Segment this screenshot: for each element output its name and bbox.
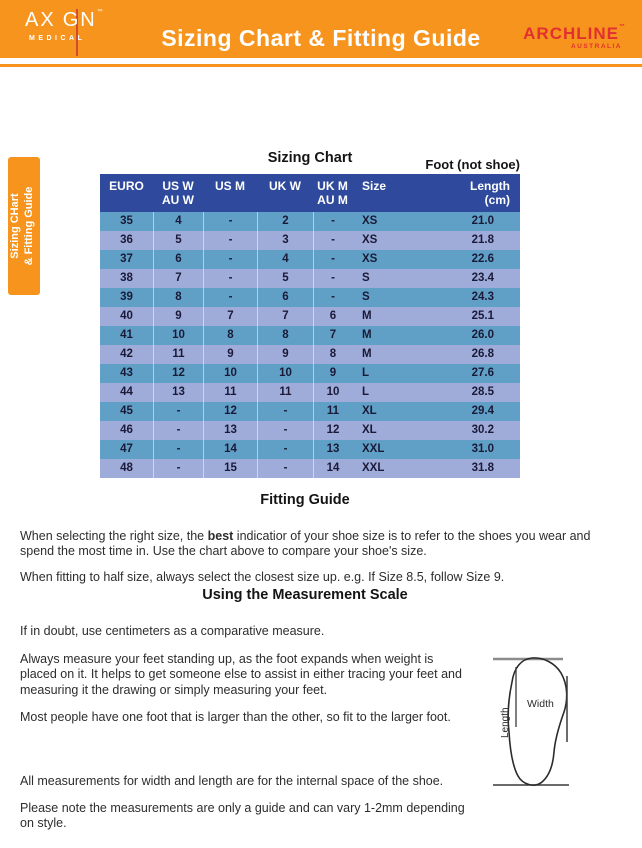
table-cell: 47 bbox=[120, 443, 133, 455]
table-cell: 5 bbox=[257, 269, 313, 288]
table-cell: 11 bbox=[203, 383, 257, 402]
table-cell: 13 bbox=[203, 421, 257, 440]
axign-logo-sub: MEDICAL bbox=[29, 35, 86, 42]
table-cell: - bbox=[313, 231, 352, 250]
table-cell: 13 bbox=[153, 383, 203, 402]
column-header: UK W bbox=[269, 179, 301, 193]
table-cell: 28.5 bbox=[471, 386, 494, 398]
table-cell: 12 bbox=[313, 421, 352, 440]
archline-logo-name: ARCHLINE™ bbox=[523, 24, 626, 43]
table-cell: 8 bbox=[153, 288, 203, 307]
archline-logo bbox=[523, 24, 626, 50]
side-tab bbox=[8, 157, 40, 295]
table-cell: 7 bbox=[313, 326, 352, 345]
table-cell: 27.6 bbox=[471, 367, 494, 379]
table-cell: 6 bbox=[313, 307, 352, 326]
table-cell: XL bbox=[362, 424, 377, 436]
table-cell: 26.8 bbox=[471, 348, 494, 360]
table-cell: - bbox=[257, 459, 313, 478]
table-cell: S bbox=[362, 272, 370, 284]
axign-logo-name: AX GN™ bbox=[25, 9, 105, 31]
page-title: Sizing Chart & Fitting Guide bbox=[161, 25, 481, 51]
table-cell: - bbox=[203, 212, 257, 231]
table-body bbox=[100, 212, 520, 478]
table-cell: XS bbox=[362, 234, 378, 246]
table-cell: 46 bbox=[120, 424, 133, 436]
table-cell: - bbox=[313, 288, 352, 307]
measurement-paragraph-1: If in doubt, use centimeters as a comparative measure. bbox=[20, 623, 325, 638]
table-cell: 9 bbox=[257, 345, 313, 364]
foot-measurement-diagram bbox=[487, 648, 582, 793]
table-cell: - bbox=[203, 269, 257, 288]
measurement-paragraph-2: Always measure your feet standing up, as the foot expands when weight is placed on it. It helps to get someone else to assist in either tracing your feet and measuring it the drawing or simply measuring your feet. bbox=[20, 651, 462, 697]
archline-tm-mark: ™ bbox=[619, 24, 626, 30]
table-cell: L bbox=[362, 367, 370, 379]
table-row bbox=[100, 212, 520, 231]
table-cell: - bbox=[203, 231, 257, 250]
measurement-scale-heading: Using the Measurement Scale bbox=[202, 587, 408, 603]
banner-divider-rule bbox=[0, 64, 642, 67]
table-cell: 14 bbox=[203, 440, 257, 459]
table-cell: - bbox=[313, 250, 352, 269]
table-cell: 21.0 bbox=[471, 215, 494, 227]
table-cell: 9 bbox=[153, 307, 203, 326]
table-cell: M bbox=[362, 329, 372, 341]
axign-tm-mark: ™ bbox=[96, 9, 105, 15]
foot-outline bbox=[508, 658, 567, 785]
table-cell: - bbox=[153, 421, 203, 440]
table-cell: 13 bbox=[313, 440, 352, 459]
column-header: Length (cm) bbox=[470, 179, 510, 207]
table-cell: 38 bbox=[120, 272, 133, 284]
column-header: US W AU W bbox=[162, 179, 194, 207]
table-cell: 2 bbox=[257, 212, 313, 231]
table-cell: 8 bbox=[257, 326, 313, 345]
table-cell: - bbox=[313, 212, 352, 231]
table-cell: 10 bbox=[203, 364, 257, 383]
width-label: Width bbox=[527, 698, 554, 710]
table-header-row bbox=[100, 174, 520, 212]
table-cell: 8 bbox=[203, 326, 257, 345]
table-cell: 26.0 bbox=[471, 329, 494, 341]
table-cell: 9 bbox=[313, 364, 352, 383]
table-cell: 7 bbox=[153, 269, 203, 288]
table-row bbox=[100, 345, 520, 364]
table-cell: 48 bbox=[120, 462, 133, 474]
archline-logo-sub: AUSTRALIA bbox=[570, 43, 622, 50]
table-cell: XS bbox=[362, 253, 378, 265]
table-cell: 31.0 bbox=[471, 443, 494, 455]
measurement-paragraph-4: All measurements for width and length are for the internal space of the shoe. bbox=[20, 773, 444, 788]
table-cell: L bbox=[362, 386, 370, 398]
table-cell: 24.3 bbox=[471, 291, 494, 303]
table-cell: 10 bbox=[257, 364, 313, 383]
table-cell: 25.1 bbox=[471, 310, 494, 322]
table-cell: XS bbox=[362, 215, 378, 227]
table-cell: 9 bbox=[203, 345, 257, 364]
table-cell: 8 bbox=[313, 345, 352, 364]
fitting-guide-heading: Fitting Guide bbox=[260, 492, 350, 508]
table-row bbox=[100, 269, 520, 288]
table-row bbox=[100, 250, 520, 269]
table-cell: 11 bbox=[313, 402, 352, 421]
table-cell: - bbox=[153, 402, 203, 421]
table-cell: 6 bbox=[153, 250, 203, 269]
table-cell: S bbox=[362, 291, 370, 303]
side-tab-line1: Sizing CHart bbox=[9, 193, 21, 259]
top-banner bbox=[0, 0, 642, 58]
table-cell: 6 bbox=[257, 288, 313, 307]
side-tab-label bbox=[8, 157, 40, 295]
table-row bbox=[100, 288, 520, 307]
table-cell: 15 bbox=[203, 459, 257, 478]
table-cell: - bbox=[257, 421, 313, 440]
table-row bbox=[100, 326, 520, 345]
column-header: US M bbox=[215, 179, 245, 193]
table-row bbox=[100, 307, 520, 326]
table-cell: 21.8 bbox=[471, 234, 494, 246]
table-cell: 36 bbox=[120, 234, 133, 246]
table-cell: 31.8 bbox=[471, 462, 494, 474]
measurement-paragraph-5: Please note the measurements are only a guide and can vary 1-2mm depending on style. bbox=[20, 800, 465, 830]
table-cell: 5 bbox=[153, 231, 203, 250]
table-cell: - bbox=[203, 288, 257, 307]
table-cell: 29.4 bbox=[471, 405, 494, 417]
table-cell: 12 bbox=[153, 364, 203, 383]
table-row bbox=[100, 231, 520, 250]
table-cell: 44 bbox=[120, 386, 133, 398]
column-header: Size bbox=[362, 179, 387, 193]
table-cell: 10 bbox=[153, 326, 203, 345]
length-label: Length bbox=[500, 707, 511, 738]
table-cell: 37 bbox=[120, 253, 133, 265]
foot-diagram-svg bbox=[487, 648, 582, 793]
table-cell: - bbox=[257, 440, 313, 459]
fitting-guide-paragraph-2: When fitting to half size, always select the closest size up. e.g. If Size 8.5, follow Size 9. bbox=[20, 569, 505, 584]
table-cell: 41 bbox=[120, 329, 133, 341]
table-row bbox=[100, 364, 520, 383]
table-cell: 4 bbox=[153, 212, 203, 231]
fitting-guide-paragraph-1: When selecting the right size, the best indicatior of your shoe size is to refer to the shoes you wear and spend the most time in. Use the chart above to compare your shoe's size. bbox=[20, 528, 591, 558]
table-cell: XL bbox=[362, 405, 377, 417]
table-cell: - bbox=[313, 269, 352, 288]
column-header: EURO bbox=[109, 179, 144, 193]
sizing-chart-table bbox=[100, 174, 520, 478]
table-cell: XXL bbox=[362, 443, 385, 455]
table-cell: - bbox=[257, 402, 313, 421]
table-cell: 40 bbox=[120, 310, 133, 322]
foot-not-shoe-note: Foot (not shoe) bbox=[425, 157, 520, 172]
table-row bbox=[100, 440, 520, 459]
table-row bbox=[100, 402, 520, 421]
table-cell: - bbox=[153, 459, 203, 478]
table-cell: 42 bbox=[120, 348, 133, 360]
table-cell: 14 bbox=[313, 459, 352, 478]
table-cell: M bbox=[362, 310, 372, 322]
table-row bbox=[100, 421, 520, 440]
table-cell: M bbox=[362, 348, 372, 360]
table-cell: 7 bbox=[257, 307, 313, 326]
table-cell: 12 bbox=[203, 402, 257, 421]
table-cell: 10 bbox=[313, 383, 352, 402]
table-cell: 11 bbox=[257, 383, 313, 402]
table-cell: XXL bbox=[362, 462, 385, 474]
table-row bbox=[100, 383, 520, 402]
bold-word: best bbox=[207, 528, 234, 543]
table-cell: 23.4 bbox=[471, 272, 494, 284]
sizing-chart-title: Sizing Chart bbox=[267, 150, 353, 166]
table-cell: 3 bbox=[257, 231, 313, 250]
table-cell: 43 bbox=[120, 367, 133, 379]
table-cell: - bbox=[153, 440, 203, 459]
column-header: UK M AU M bbox=[317, 179, 348, 207]
table-cell: 39 bbox=[120, 291, 133, 303]
table-cell: 4 bbox=[257, 250, 313, 269]
table-cell: - bbox=[203, 250, 257, 269]
table-cell: 45 bbox=[120, 405, 133, 417]
table-cell: 30.2 bbox=[471, 424, 494, 436]
table-cell: 11 bbox=[153, 345, 203, 364]
side-tab-line2: & Fitting Guide bbox=[23, 186, 35, 266]
table-cell: 22.6 bbox=[471, 253, 494, 265]
measurement-paragraph-3: Most people have one foot that is larger than the other, so fit to the larger foot. bbox=[20, 709, 451, 724]
table-cell: 35 bbox=[120, 215, 133, 227]
table-cell: 7 bbox=[203, 307, 257, 326]
table-row bbox=[100, 459, 520, 478]
